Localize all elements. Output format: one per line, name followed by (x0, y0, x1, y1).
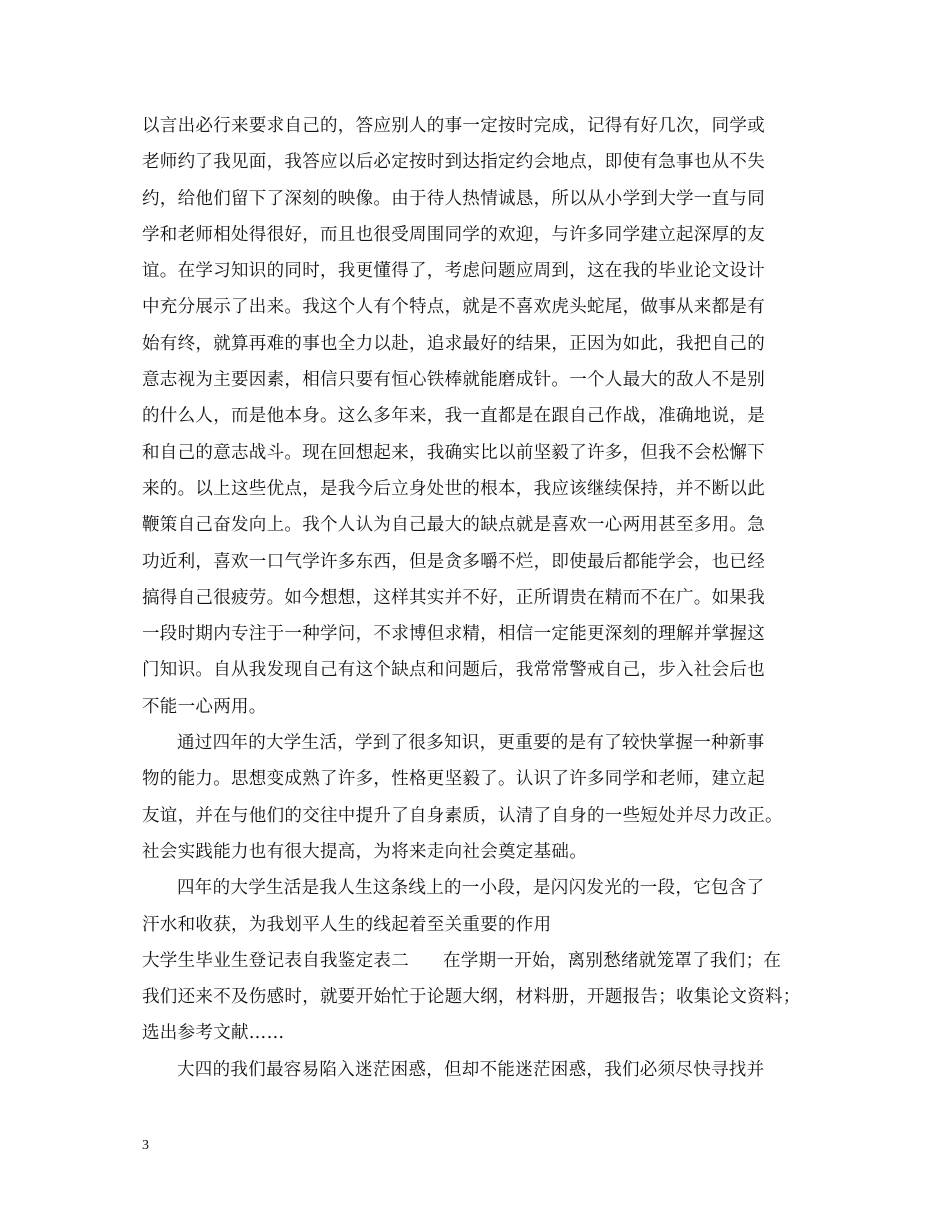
paragraph-start-line: 通过四年的大学生活，学到了很多知识，更重要的是有了较快掌握一种新事 (177, 733, 765, 754)
section-heading-line (142, 943, 822, 979)
text-line: 以言出必行来要求自己的，答应别人的事一定按时完成，记得有好几次，同学或 (142, 116, 765, 136)
text-line: 中充分展示了出来。我这个人有个特点，就是不喜欢虎头蛇尾，做事从来都是有 (142, 297, 765, 318)
text-line: 友谊，并在与他们的交往中提升了自身素质，认清了自身的一些短处并尽力改正。 (142, 805, 783, 826)
text-line: 搞得自己很疲劳。如今想想，这样其实并不好，正所谓贵在精而不在广。如果我 (142, 587, 765, 608)
text-line: 汗水和收获，为我划平人生的线起着至关重要的作用 (142, 914, 552, 935)
text-line: 老师约了我见面，我答应以后必定按时到达指定约会地点，即使有急事也从不失 (142, 152, 765, 173)
text-line: 门知识。自从我发现自己有这个缺点和问题后，我常常警戒自己，步入社会后也 (142, 660, 765, 681)
text-line: 功近利，喜欢一口气学许多东西，但是贪多嚼不烂，即使最后都能学会，也已经 (142, 551, 765, 572)
text-line: 谊。在学习知识的同时，我更懂得了，考虑问题应周到，这在我的毕业论文设计 (142, 261, 765, 282)
text-line: 选出参考文献…… (142, 1023, 285, 1044)
text-line: 鞭策自己奋发向上。我个人认为自己最大的缺点就是喜欢一心两用甚至多用。急 (142, 515, 765, 536)
paragraph-start-line: 大四的我们最容易陷入迷茫困惑，但却不能迷茫困惑，我们必须尽快寻找并 (177, 1059, 765, 1080)
paragraph-start-line: 四年的大学生活是我人生这条线上的一小段，是闪闪发光的一段，它包含了 (177, 878, 765, 899)
text-line: 意志视为主要因素，相信只要有恒心铁棒就能磨成针。一个人最大的敌人不是别 (142, 370, 765, 391)
text-line: 学和老师相处得很好，而且也很受周围同学的欢迎，与许多同学建立起深厚的友 (142, 224, 765, 245)
text-line: 不能一心两用。 (142, 696, 267, 717)
text-line: 始有终，就算再难的事也全力以赴，追求最好的结果，正因为如此，我把自己的 (142, 333, 765, 354)
text-line: 约，给他们留下了深刻的映像。由于待人热情诚恳，所以从小学到大学一直与同 (142, 188, 765, 209)
section-heading: 大学生毕业生登记表自我鉴定表二 (142, 950, 409, 971)
text-line: 和自己的意志战斗。现在回想起来，我确实比以前坚毅了许多，但我不会松懈下 (142, 442, 765, 463)
text-line: 物的能力。思想变成熟了许多，性格更坚毅了。认识了许多同学和老师，建立起 (142, 769, 765, 790)
text-line: 我们还来不及伤感时，就要开始忙于论题大纲，材料册，开题报告；收集论文资料； (142, 987, 801, 1008)
text-run: 在学期一开始，离别愁绪就笼罩了我们；在 (443, 950, 782, 971)
page-number: 3 (142, 1138, 149, 1153)
text-line: 来的。以上这些优点，是我今后立身处世的根本，我应该继续保持，并不断以此 (142, 478, 765, 499)
document-body (142, 108, 822, 1088)
text-line: 一段时期内专注于一种学问，不求博但求精，相信一定能更深刻的理解并掌握这 (142, 624, 765, 645)
text-line: 的什么人，而是他本身。这么多年来，我一直都是在跟自己作战，准确地说，是 (142, 406, 765, 427)
text-line: 社会实践能力也有很大提高，为将来走向社会奠定基础。 (142, 841, 587, 862)
